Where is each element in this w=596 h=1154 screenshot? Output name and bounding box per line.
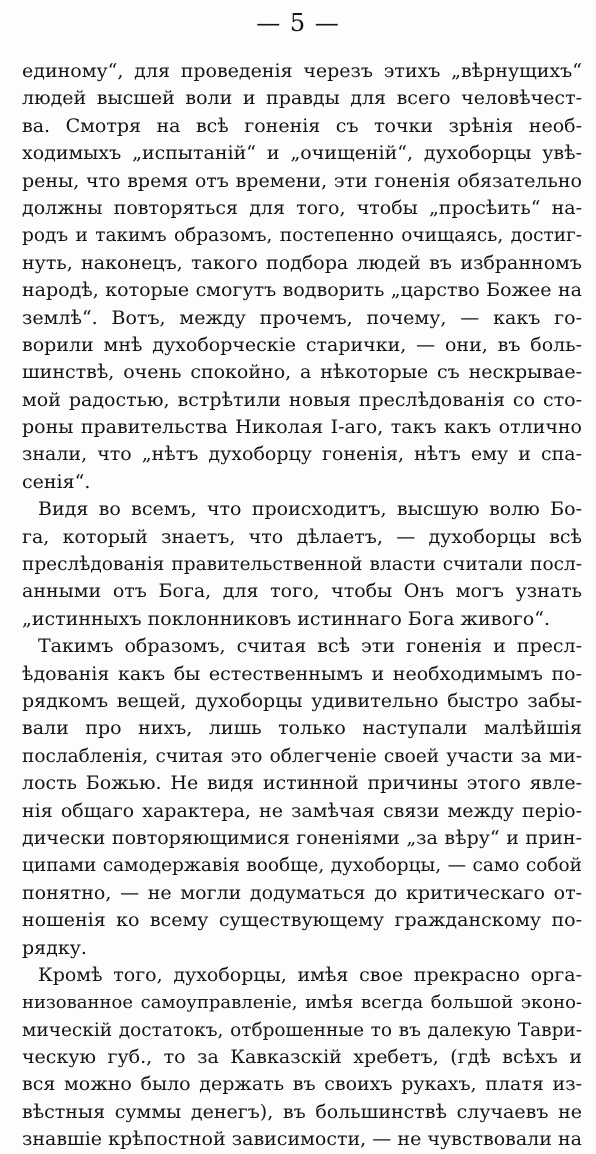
text-line: нуть, наконецъ, такого подбора людей въ избранномъ [22,251,582,274]
text-line: знавшіе крѣпостной зависимости, — не чувствовали на [22,1128,582,1151]
text-line: вали про нихъ, лишь только наступали малѣйшія [22,717,582,740]
text-line: лость Божью. Не видя истинной причины этого явле- [22,772,582,795]
text-line: вѣстныя суммы денегъ), въ большинствѣ случаевъ не [22,1100,582,1123]
text-line: нія общаго характера, не замѣчая связи между періо- [22,799,582,822]
paragraph [22,633,582,962]
text-line: га, который знаетъ, что дѣлаетъ, — духоборцы всѣ [22,525,582,548]
text-line: Такимъ образомъ, считая всѣ эти гоненія и пресл- [38,635,582,658]
text-line: должны повторяться для того, чтобы „просѣить“ на- [22,196,582,219]
text-line: Видя во всемъ, что происходитъ, высшую волю Бо- [38,498,582,521]
text-line: дически повторяющимися гоненіями „за вѣру“ и прин- [22,826,582,849]
paragraph [22,58,582,496]
text-line: вся можно было держать въ своихъ рукахъ, платя из- [22,1073,582,1096]
text-line: понятно, — не могли додуматься до критическаго от- [22,881,582,904]
text-line: Кромѣ того, духоборцы, имѣя свое прекрасно орга- [38,963,582,986]
text-line: низованное самоуправленіе, имѣя всегда большой эконо- [22,992,582,1014]
text-line: ходимыхъ „испытаній“ и „очищеній“, духоборцы увѣ- [22,142,582,165]
paragraph [22,962,582,1154]
text-line: мическій достатокъ, отброшенные то въ далекую Таври- [22,1019,582,1041]
text-line: сенія“. [22,470,91,493]
text-line: ношенія ко всему существующему гражданскому по- [22,909,582,932]
page-number: — 5 — [256,9,340,37]
text-line: ципами самодержавія вообще, духоборцы, — само собой [22,855,582,877]
text-line: роны правительства Николая І-аго, такъ какъ отлично [22,416,582,439]
text-line: ва. Смотря на всѣ гоненія съ точки зрѣнія необ- [22,114,582,137]
text-line: родъ и такимъ образомъ, постепенно очищаясь, достиг- [22,225,582,247]
text-line: „истинныхъ поклонниковъ истиннаго Бога живого“. [22,607,550,630]
text-line: послабленія, считая это облегченіе своей участи за ми- [22,745,582,767]
text-line: ѣдованія какъ бы естественнымъ и необходимымъ по- [22,662,582,685]
text-line: рядкомъ вещей, духоборцы удивительно быстро забы- [22,689,582,712]
text-line: рядку. [22,936,87,959]
text-line: ворили мнѣ духоборческіе старички, — они, въ боль- [22,333,582,356]
text-line: людей высшей воли и правды для всего человѣчест- [22,87,582,110]
text-line: шинствѣ, очень спокойно, а нѣкоторые съ нескрывае- [22,361,582,384]
paragraph [22,496,582,633]
text-line: преслѣдованія правительственной власти считали посл- [22,554,582,576]
text-line: анными отъ Бога, для того, чтобы Онъ могъ узнать [22,580,582,603]
body-text [22,58,582,1154]
text-line: знали, что „нѣтъ духоборцу гоненія, нѣтъ ему и спа- [22,443,582,466]
text-line: мой радостью, встрѣтили новыя преслѣдованія со сто- [22,388,582,411]
text-line: народѣ, которые смогутъ водворить „царство Божее на [22,279,582,302]
text-line: единому“, для проведенія черезъ этихъ „вѣрнущихъ“ [22,60,582,82]
text-line: землѣ“. Вотъ, между прочемъ, почему, — какъ го- [22,306,582,329]
text-line: ческую губ., то за Кавказскій хребетъ, (гдѣ всѣхъ и [22,1046,582,1069]
text-line: рены, что время отъ времени, эти гоненія обязательно [22,169,582,192]
